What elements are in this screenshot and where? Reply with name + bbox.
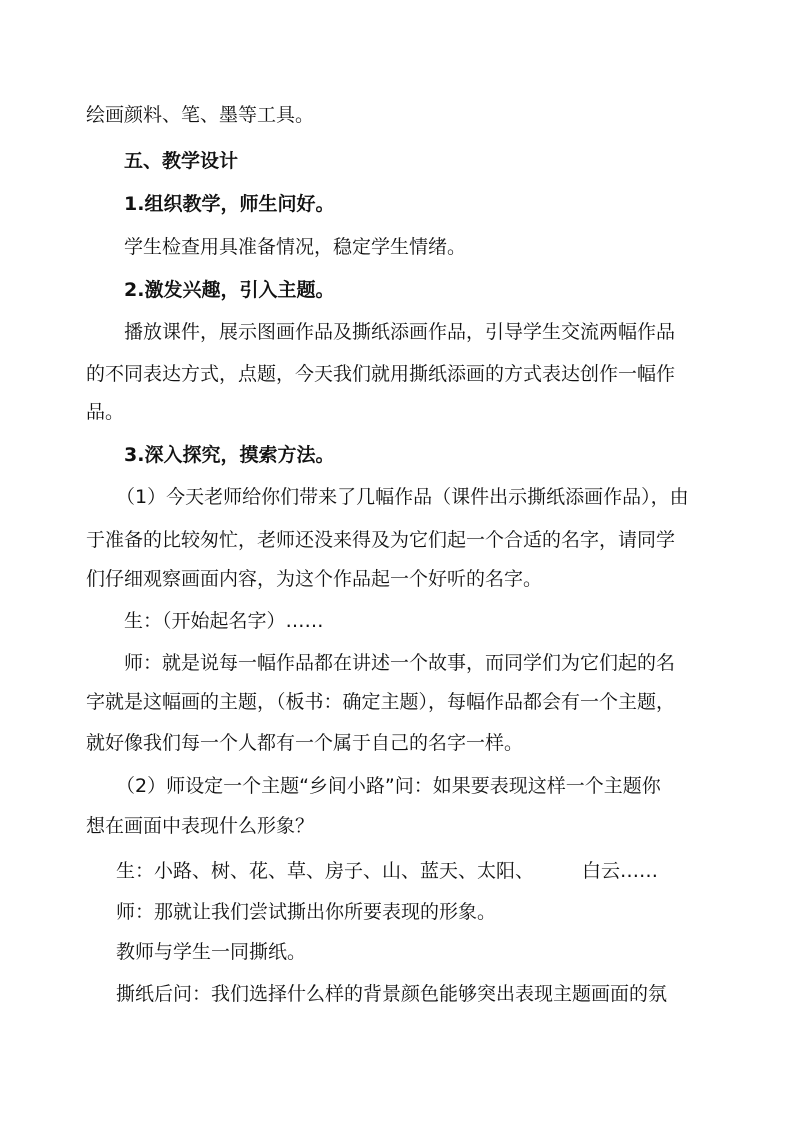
paragraph-line: 于准备的比较匆忙，老师还没来得及为它们起一个合适的名字，请同学 — [86, 529, 676, 551]
paragraph-line: 学生检查用具准备情况，稳定学生情绪。 — [124, 236, 467, 258]
text-line-materials: 绘画颜料、笔、墨等工具。 — [86, 104, 315, 126]
dialogue-line-teacher: 师：就是说每一幅作品都在讲述一个故事，而同学们为它们起的名 — [124, 652, 676, 674]
paragraph-line: 们仔细观察画面内容，为这个作品起一个好听的名字。 — [86, 568, 543, 590]
paragraph-line: 撕纸后问：我们选择什么样的背景颜色能够突出表现主题画面的氛 — [116, 983, 668, 1005]
paragraph-line: （1）今天老师给你们带来了几幅作品（课件出示撕纸添画作品），由 — [116, 486, 689, 508]
step-heading-3: 3.深入探究，摸索方法。 — [124, 444, 335, 466]
paragraph-line: 字就是这幅画的主题，（板书：确定主题），每幅作品都会有一个主题， — [86, 691, 676, 713]
step-heading-2: 2.激发兴趣，引入主题。 — [124, 279, 335, 301]
paragraph-line: （2）师设定一个主题“乡间小路”问：如果要表现这样一个主题你 — [116, 775, 661, 797]
paragraph-line: 就好像我们每一个人都有一个属于自己的名字一样。 — [86, 732, 524, 754]
paragraph-line: 的不同表达方式，点题，今天我们就用撕纸添画的方式表达创作一幅作 — [86, 363, 676, 385]
paragraph-line: 想在画面中表现什么形象？ — [86, 815, 315, 837]
paragraph-line: 播放课件，展示图画作品及撕纸添画作品，引导学生交流两幅作品 — [124, 321, 676, 343]
paragraph-line: 教师与学生一同撕纸。 — [116, 941, 307, 963]
answer-list-text-continued: 白云…… — [582, 860, 659, 882]
answer-list-text: 生：小路、树、花、草、房子、山、蓝天、太阳、 — [116, 860, 535, 882]
dialogue-line-teacher: 师：那就让我们尝试撕出你所要表现的形象。 — [116, 901, 497, 923]
dialogue-line-student: 生：（开始起名字）…… — [124, 610, 324, 632]
paragraph-line: 品。 — [86, 401, 125, 423]
section-heading-teaching-design: 五、教学设计 — [124, 150, 239, 172]
step-heading-1: 1.组织教学，师生问好。 — [124, 193, 335, 215]
dialogue-line-student — [116, 857, 658, 885]
